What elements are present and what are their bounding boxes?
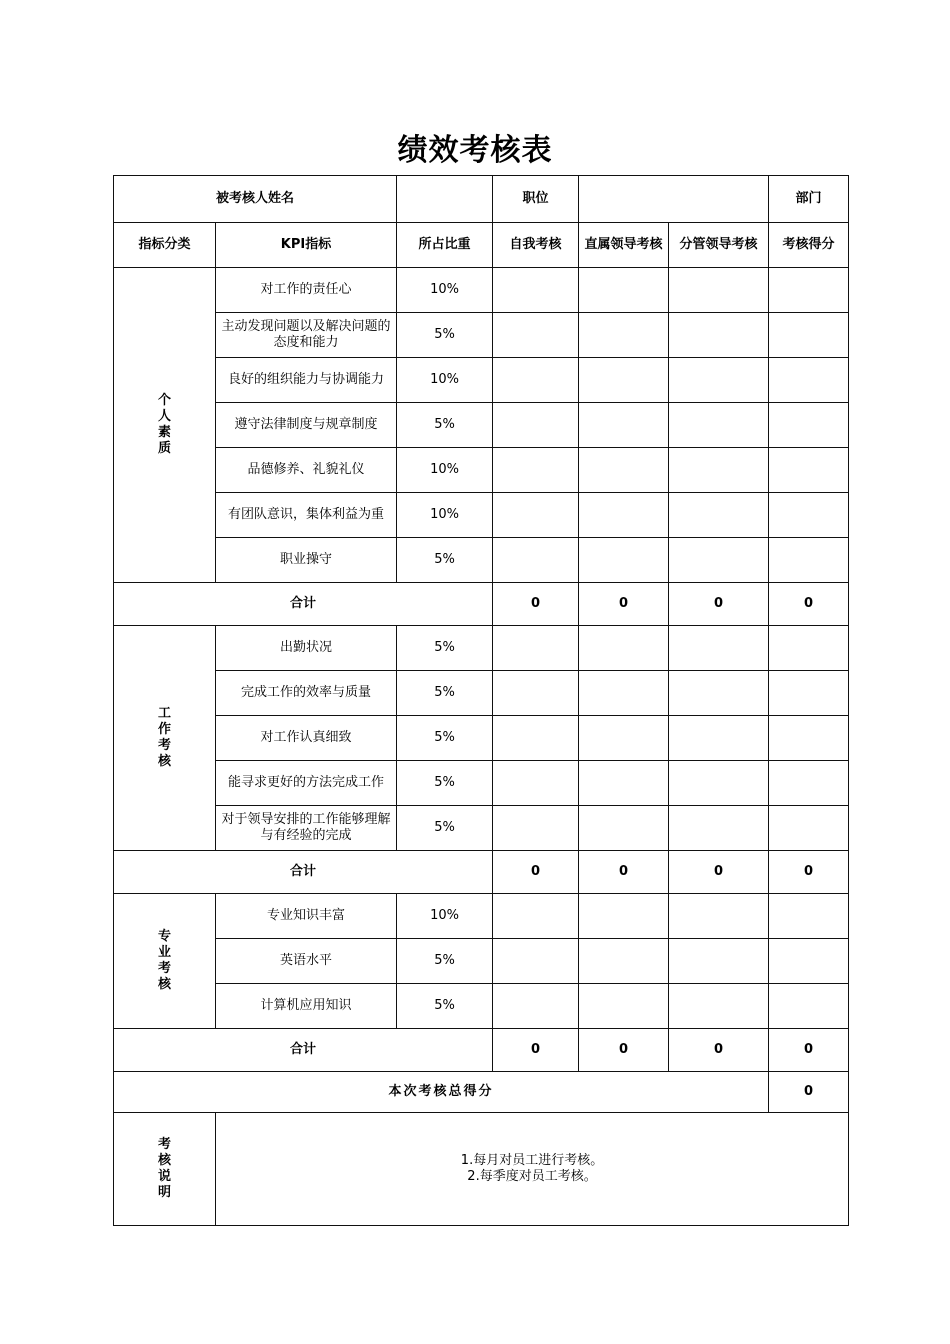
direct-leader-cell[interactable] (579, 313, 669, 358)
subtotal-label: 合计 (114, 583, 493, 626)
table-row (114, 671, 849, 716)
final-score-cell[interactable] (769, 984, 849, 1029)
notes-row (114, 1113, 849, 1226)
kpi-label: 品德修养、礼貌礼仪 (216, 448, 397, 493)
kpi-weight: 5% (397, 403, 493, 448)
category-label-personal-quality (114, 268, 216, 583)
kpi-label: 良好的组织能力与协调能力 (216, 358, 397, 403)
kpi-label: 遵守法律制度与规章制度 (216, 403, 397, 448)
direct-leader-cell[interactable] (579, 806, 669, 851)
cat-char: 专 (157, 928, 171, 944)
kpi-label: 英语水平 (216, 939, 397, 984)
table-row (114, 806, 849, 851)
table-row (114, 538, 849, 583)
cat-char: 素 (157, 425, 171, 440)
info-row (114, 176, 849, 223)
branch-leader-cell[interactable] (669, 358, 769, 403)
direct-leader-cell[interactable] (579, 493, 669, 538)
table-row (114, 984, 849, 1029)
notes-label-char: 说 (157, 1169, 171, 1184)
kpi-weight: 10% (397, 894, 493, 939)
self-assessment-cell[interactable] (493, 268, 579, 313)
final-score-cell[interactable] (769, 761, 849, 806)
subtotal-score: 0 (769, 1029, 849, 1072)
notes-line: 2.每季度对员工考核。 (467, 1169, 597, 1184)
kpi-weight: 5% (397, 939, 493, 984)
final-score-cell[interactable] (769, 538, 849, 583)
table-row (114, 313, 849, 358)
page-title: 绩效考核表 (397, 133, 553, 168)
table-row (114, 626, 849, 671)
notes-label (114, 1113, 216, 1226)
kpi-label: 计算机应用知识 (216, 984, 397, 1029)
final-score-cell[interactable] (769, 358, 849, 403)
header-branch-leader: 分管领导考核 (669, 223, 769, 268)
performance-evaluation-table (113, 175, 849, 1226)
cat-char: 核 (157, 977, 171, 993)
branch-leader-cell[interactable] (669, 403, 769, 448)
position-label: 职位 (493, 176, 579, 223)
subtotal-label: 合计 (114, 851, 493, 894)
final-score-cell[interactable] (769, 671, 849, 716)
final-score-cell[interactable] (769, 894, 849, 939)
kpi-weight: 5% (397, 313, 493, 358)
self-assessment-cell[interactable] (493, 761, 579, 806)
kpi-weight: 5% (397, 538, 493, 583)
kpi-weight: 10% (397, 493, 493, 538)
kpi-weight: 5% (397, 626, 493, 671)
cat-char: 工 (157, 705, 171, 721)
subtotal-score: 0 (769, 851, 849, 894)
header-weight: 所占比重 (397, 223, 493, 268)
grand-total-row (114, 1072, 849, 1113)
cat-char: 业 (157, 944, 171, 960)
final-score-cell[interactable] (769, 806, 849, 851)
kpi-weight: 5% (397, 984, 493, 1029)
subtotal-self: 0 (493, 1029, 579, 1072)
kpi-weight: 10% (397, 268, 493, 313)
subtotal-direct-leader: 0 (579, 851, 669, 894)
direct-leader-cell[interactable] (579, 268, 669, 313)
direct-leader-cell[interactable] (579, 671, 669, 716)
self-assessment-cell[interactable] (493, 538, 579, 583)
category-label-professional-assessment (114, 894, 216, 1029)
branch-leader-cell[interactable] (669, 939, 769, 984)
final-score-cell[interactable] (769, 626, 849, 671)
kpi-weight: 10% (397, 448, 493, 493)
branch-leader-cell[interactable] (669, 761, 769, 806)
kpi-label: 对工作认真细致 (216, 716, 397, 761)
cat-char: 人 (157, 408, 171, 424)
branch-leader-cell[interactable] (669, 894, 769, 939)
notes-label-char: 明 (157, 1185, 171, 1201)
branch-leader-cell[interactable] (669, 984, 769, 1029)
direct-leader-cell[interactable] (579, 448, 669, 493)
kpi-label: 主动发现问题以及解决问题的 态度和能力 (216, 313, 397, 358)
table-row (114, 761, 849, 806)
table-row (114, 493, 849, 538)
self-assessment-cell[interactable] (493, 716, 579, 761)
subtotal-label: 合计 (114, 1029, 493, 1072)
final-score-cell[interactable] (769, 268, 849, 313)
header-direct-leader: 直属领导考核 (579, 223, 669, 268)
kpi-label: 有团队意识，集体利益为重 (216, 493, 397, 538)
branch-leader-cell[interactable] (669, 313, 769, 358)
table-row (114, 358, 849, 403)
grand-total-label: 本次考核总得分 (114, 1072, 769, 1113)
subtotal-direct-leader: 0 (579, 1029, 669, 1072)
direct-leader-cell[interactable] (579, 716, 669, 761)
header-category: 指标分类 (114, 223, 216, 268)
kpi-weight: 5% (397, 671, 493, 716)
subtotal-branch-leader: 0 (669, 1029, 769, 1072)
direct-leader-cell[interactable] (579, 358, 669, 403)
kpi-weight: 5% (397, 761, 493, 806)
header-kpi: KPI指标 (216, 223, 397, 268)
subtotal-self: 0 (493, 583, 579, 626)
kpi-label: 对于领导安排的工作能够理解 与有经验的完成 (216, 806, 397, 851)
cat-char: 核 (157, 754, 171, 770)
final-score-cell[interactable] (769, 448, 849, 493)
branch-leader-cell[interactable] (669, 716, 769, 761)
cat-char: 质 (157, 441, 171, 457)
department-label: 部门 (769, 176, 849, 223)
branch-leader-cell[interactable] (669, 538, 769, 583)
cat-char: 个 (157, 392, 171, 408)
final-score-cell[interactable] (769, 403, 849, 448)
table-row (114, 894, 849, 939)
self-assessment-cell[interactable] (493, 894, 579, 939)
direct-leader-cell[interactable] (579, 984, 669, 1029)
final-score-cell[interactable] (769, 716, 849, 761)
kpi-label: 出勤状况 (216, 626, 397, 671)
header-final-score: 考核得分 (769, 223, 849, 268)
table-row (114, 403, 849, 448)
category-label-work-assessment (114, 626, 216, 851)
kpi-weight: 10% (397, 358, 493, 403)
position-value[interactable] (579, 176, 769, 223)
self-assessment-cell[interactable] (493, 493, 579, 538)
self-assessment-cell[interactable] (493, 403, 579, 448)
kpi-label: 对工作的责任心 (216, 268, 397, 313)
kpi-label: 职业操守 (216, 538, 397, 583)
subtotal-self: 0 (493, 851, 579, 894)
table-row (114, 268, 849, 313)
branch-leader-cell[interactable] (669, 493, 769, 538)
self-assessment-cell[interactable] (493, 939, 579, 984)
subtotal-branch-leader: 0 (669, 851, 769, 894)
employee-name-value[interactable] (397, 176, 493, 223)
cat-char: 考 (157, 961, 171, 976)
subtotal-score: 0 (769, 583, 849, 626)
notes-content[interactable] (216, 1113, 849, 1226)
table-header-row (114, 223, 849, 268)
header-self-assessment: 自我考核 (493, 223, 579, 268)
subtotal-branch-leader: 0 (669, 583, 769, 626)
cat-char: 考 (157, 738, 171, 753)
self-assessment-cell[interactable] (493, 806, 579, 851)
cat-char: 作 (157, 721, 171, 737)
self-assessment-cell[interactable] (493, 448, 579, 493)
direct-leader-cell[interactable] (579, 626, 669, 671)
employee-name-label: 被考核人姓名 (114, 176, 397, 223)
self-assessment-cell[interactable] (493, 313, 579, 358)
notes-label-char: 考 (157, 1136, 171, 1152)
final-score-cell[interactable] (769, 939, 849, 984)
direct-leader-cell[interactable] (579, 403, 669, 448)
kpi-label: 完成工作的效率与质量 (216, 671, 397, 716)
subtotal-row (114, 851, 849, 894)
direct-leader-cell[interactable] (579, 894, 669, 939)
kpi-weight: 5% (397, 716, 493, 761)
direct-leader-cell[interactable] (579, 939, 669, 984)
branch-leader-cell[interactable] (669, 626, 769, 671)
subtotal-row (114, 583, 849, 626)
table-row (114, 716, 849, 761)
branch-leader-cell[interactable] (669, 448, 769, 493)
subtotal-direct-leader: 0 (579, 583, 669, 626)
subtotal-row (114, 1029, 849, 1072)
final-score-cell[interactable] (769, 493, 849, 538)
self-assessment-cell[interactable] (493, 671, 579, 716)
self-assessment-cell[interactable] (493, 626, 579, 671)
kpi-label: 能寻求更好的方法完成工作 (216, 761, 397, 806)
branch-leader-cell[interactable] (669, 671, 769, 716)
final-score-cell[interactable] (769, 313, 849, 358)
table-row (114, 448, 849, 493)
direct-leader-cell[interactable] (579, 761, 669, 806)
grand-total-value: 0 (769, 1072, 849, 1113)
kpi-label: 专业知识丰富 (216, 894, 397, 939)
notes-label-char: 核 (157, 1152, 171, 1168)
branch-leader-cell[interactable] (669, 268, 769, 313)
kpi-weight: 5% (397, 806, 493, 851)
notes-line: 1.每月对员工进行考核。 (460, 1152, 604, 1168)
branch-leader-cell[interactable] (669, 806, 769, 851)
self-assessment-cell[interactable] (493, 984, 579, 1029)
self-assessment-cell[interactable] (493, 358, 579, 403)
table-row (114, 939, 849, 984)
direct-leader-cell[interactable] (579, 538, 669, 583)
